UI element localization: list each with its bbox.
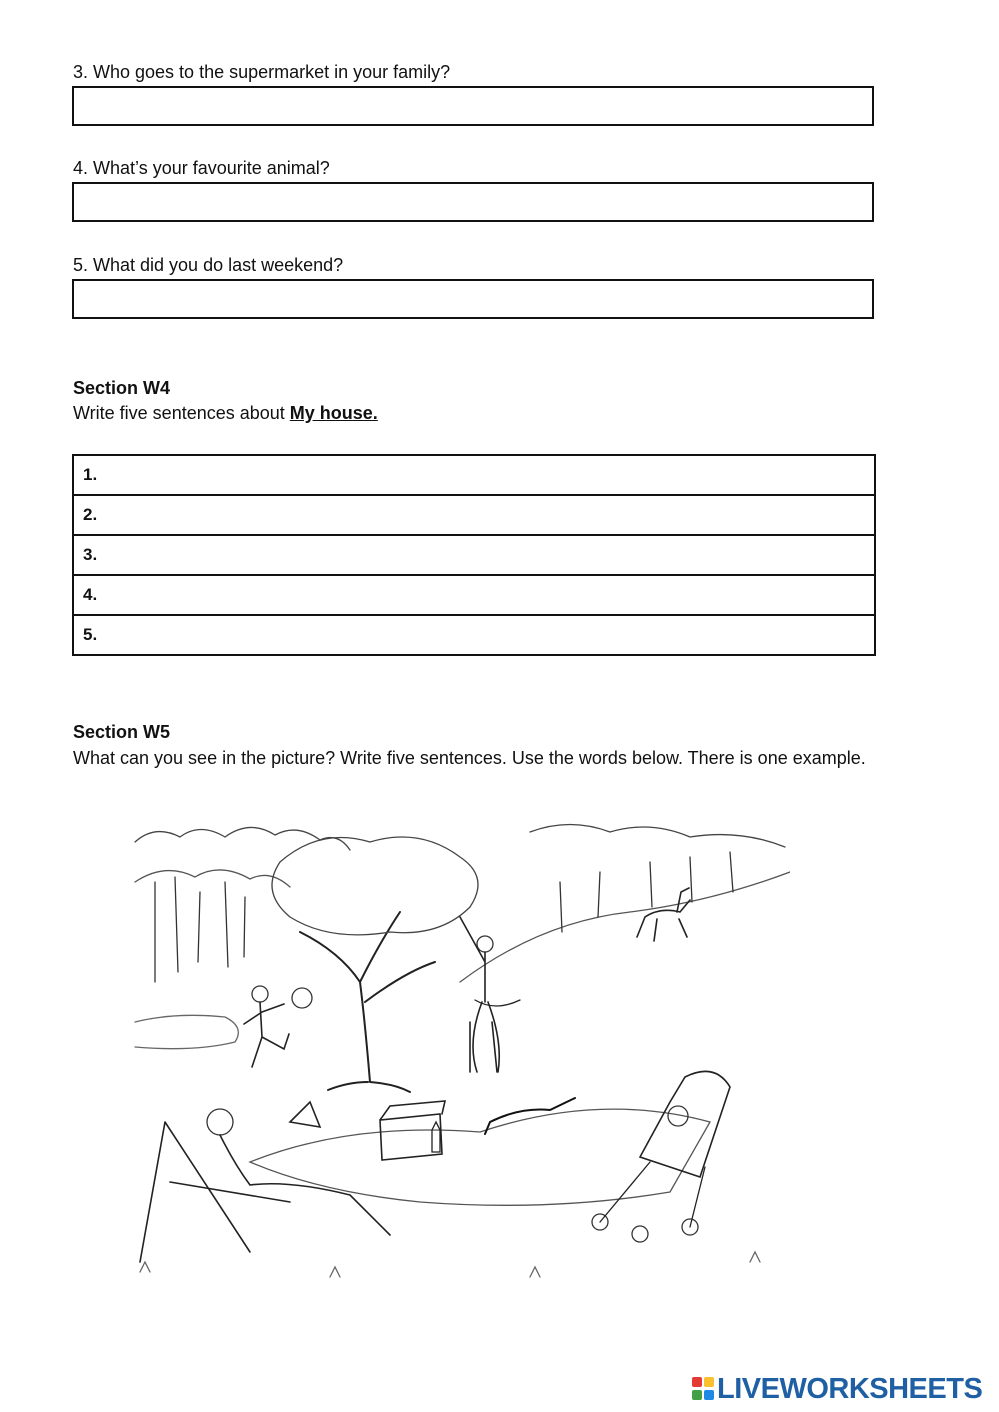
question-4-label: 4. What’s your favourite animal? [73,158,330,178]
section-w4-instruction-prefix: Write five sentences about [73,403,290,423]
sentence-row[interactable] [73,575,875,615]
sentence-number: 2. [83,505,98,524]
liveworksheets-brand-text: LIVEWORKSHEETS [717,1373,983,1405]
liveworksheets-logo-mark-icon [692,1377,714,1401]
question-4-input[interactable] [74,184,872,220]
sentence-number: 1. [83,465,98,484]
park-picnic-illustration [130,822,790,1282]
question-5-label: 5. What did you do last weekend? [73,255,344,275]
section-w5-title: Section W5 [73,722,171,742]
question-4-answer-box[interactable] [72,182,874,222]
sentence-number: 4. [83,585,98,604]
sentence-row[interactable] [73,535,875,575]
sentence-number: 5. [83,625,98,644]
sentence-table [72,454,876,656]
question-3-input[interactable] [74,88,872,124]
section-w4-instruction [73,400,893,427]
sentence-5-input[interactable] [105,624,849,646]
sentence-3-input[interactable] [105,544,849,566]
sentence-2-input[interactable] [105,504,849,526]
question-3-label: 3. Who goes to the supermarket in your family? [73,62,451,82]
section-w4-topic: My house. [289,403,378,423]
liveworksheets-logo [692,1374,982,1404]
section-w5-instruction: What can you see in the picture? Write five sentences. Use the words below. There is one example. [73,748,866,768]
question-3-answer-box[interactable] [72,86,874,126]
question-5-answer-box[interactable] [72,279,874,319]
sentence-number: 3. [83,545,98,564]
question-5-input[interactable] [74,281,872,317]
sentence-4-input[interactable] [105,584,849,606]
sentence-row[interactable] [73,455,875,495]
section-w4-title: Section W4 [73,378,171,398]
sentence-row[interactable] [73,615,875,655]
sentence-row[interactable] [73,495,875,535]
sentence-1-input[interactable] [105,464,849,486]
